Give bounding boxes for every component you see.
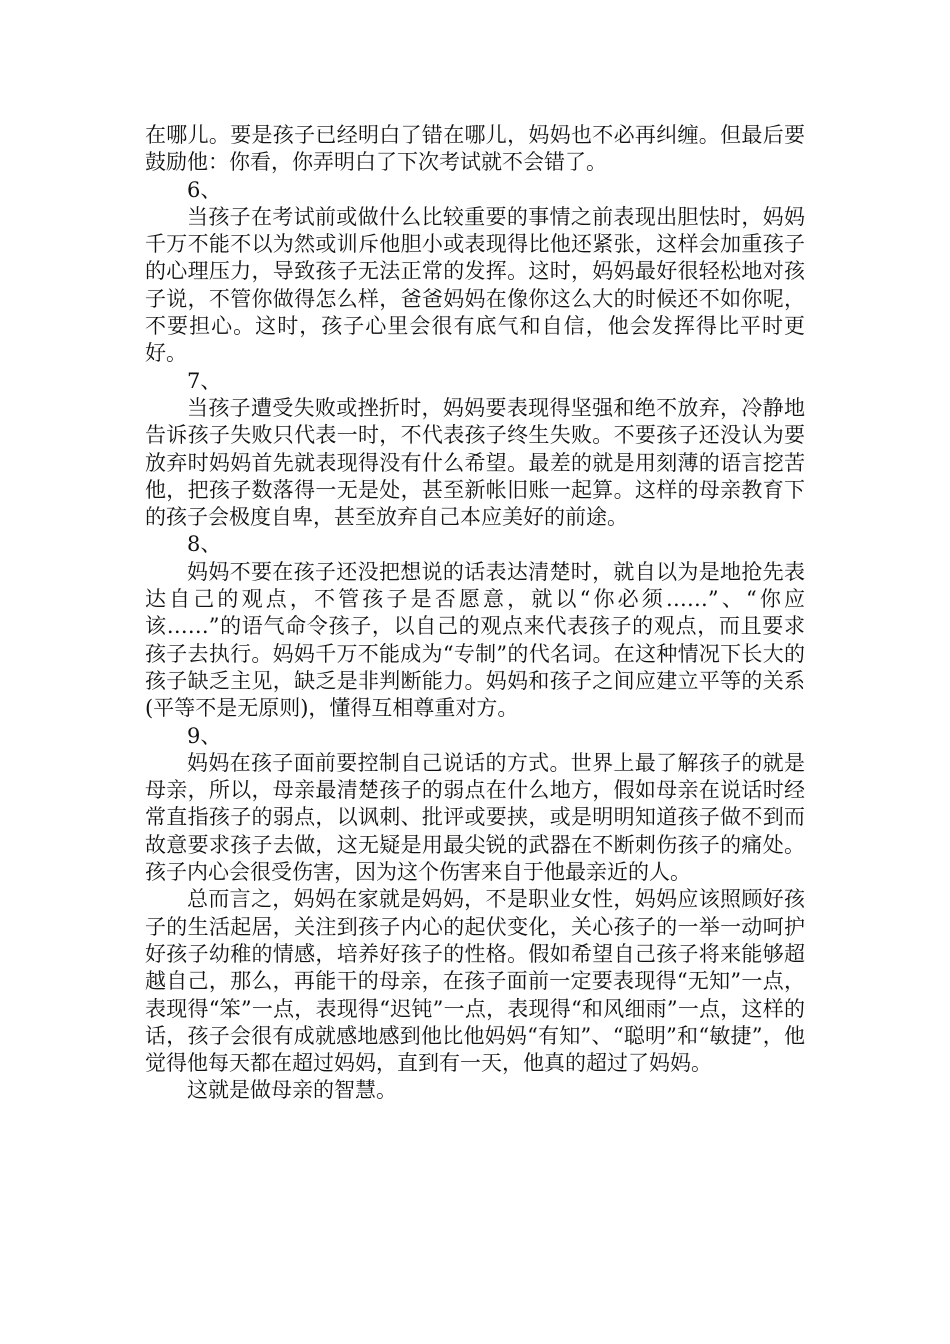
paragraph-item-8: 妈妈不要在孩子还没把想说的话表达清楚时，就自以为是地抢先表达自己的观点，不管孩子是否愿意，就以“你必须……”、“你应该……”的语气命令孩子，以自己的观点来代表孩子的观点，而且要求孩子去执行。妈妈千万不能成为“专制”的代名词。在这种情况下长大的孩子缺乏主见，缺乏是非判断能力。妈妈和孩子之间应建立平等的关系(平等不是无原则)，懂得互相尊重对方。 [145, 559, 805, 721]
paragraph-item-6: 当孩子在考试前或做什么比较重要的事情之前表现出胆怯时，妈妈千万不能不以为然或训斥他胆小或表现得比他还紧张，这样会加重孩子的心理压力，导致孩子无法正常的发挥。这时，妈妈最好很轻松地对孩子说，不管你做得怎么样，爸爸妈妈在像你这么大的时候还不如你呢，不要担心。这时，孩子心里会很有底气和自信，他会发挥得比平时更好。 [145, 204, 805, 366]
paragraph-closing: 这就是做母亲的智慧。 [187, 1078, 397, 1103]
item-number-6: 6、 [187, 177, 222, 202]
item-number-9: 9、 [187, 723, 222, 748]
paragraph-item-9: 妈妈在孩子面前要控制自己说话的方式。世界上最了解孩子的就是母亲，所以，母亲最清楚孩子的弱点在什么地方，假如母亲在说话时经常直指孩子的弱点，以讽刺、批评或要挟，或是明明知道孩子做不到而故意要求孩子去做，这无疑是用最尖锐的武器在不断刺伤孩子的痛处。孩子内心会很受伤害，因为这个伤害来自于他最亲近的人。 [145, 750, 805, 885]
paragraph-continuation: 在哪儿。要是孩子已经明白了错在哪儿，妈妈也不必再纠缠。但最后要鼓励他：你看，你弄明白了下次考试就不会错了。 [145, 123, 805, 175]
document-page [145, 122, 805, 1105]
paragraph-summary: 总而言之，妈妈在家就是妈妈，不是职业女性，妈妈应该照顾好孩子的生活起居，关注到孩子内心的起伏变化，关心孩子的一举一动呵护好孩子幼稚的情感，培养好孩子的性格。假如希望自己孩子将来能够超越自己，那么，再能干的母亲，在孩子面前一定要表现得“无知”一点，表现得“笨”一点，表现得“迟钝”一点，表现得“和风细雨”一点，这样的话，孩子会很有成就感地感到他比他妈妈“有知”、“聪明”和“敏捷”，他觉得他每天都在超过妈妈，直到有一天，他真的超过了妈妈。 [145, 887, 805, 1076]
item-number-8: 8、 [187, 532, 222, 557]
item-number-7: 7、 [187, 368, 222, 393]
paragraph-item-7: 当孩子遭受失败或挫折时，妈妈要表现得坚强和绝不放弃，冷静地告诉孩子失败只代表一时，不代表孩子终生失败。不要孩子还没认为要放弃时妈妈首先就表现得没有什么希望。最差的就是用刻薄的语言挖苦他，把孩子数落得一无是处，甚至新帐旧账一起算。这样的母亲教育下的孩子会极度自卑，甚至放弃自己本应美好的前途。 [145, 395, 805, 530]
